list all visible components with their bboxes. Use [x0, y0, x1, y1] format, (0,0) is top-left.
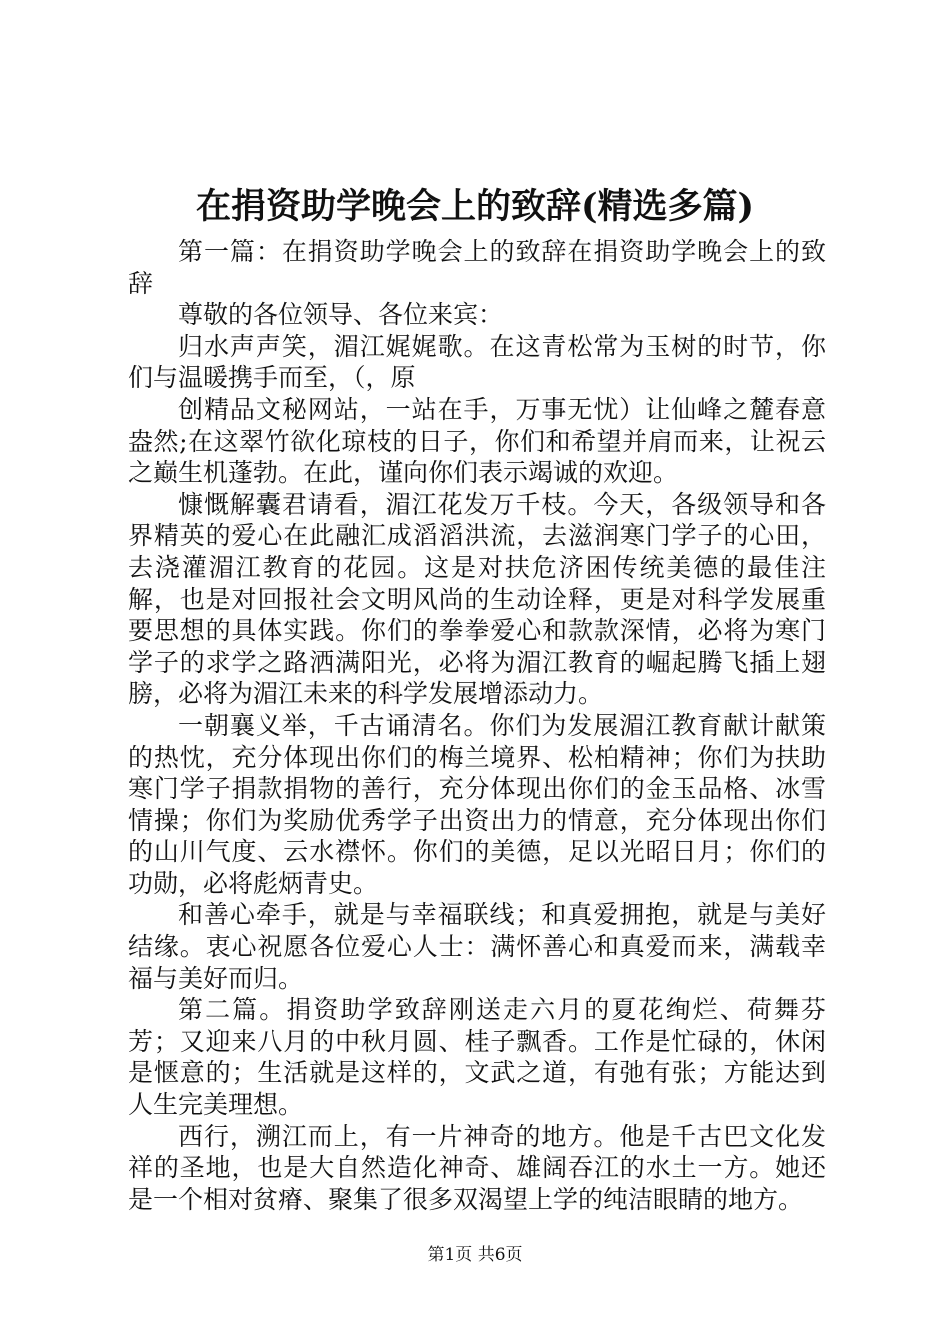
page-footer: 第1页 共6页: [427, 1245, 523, 1265]
document-title: 在捐资助学晚会上的致辞(精选多篇): [195, 186, 755, 227]
paragraph: 第二篇。捐资助学致辞刚送走六月的夏花绚烂、荷舞芬芳；又迎来八月的中秋月圆、桂子飘香。工作是忙碌的，休闲是惬意的；生活就是这样的，文武之道，有弛有张；方能达到人生完美理想。: [128, 995, 826, 1120]
paragraph: 西行，溯江而上，有一片神奇的地方。他是千古巴文化发祥的圣地，也是大自然造化神奇、雄阔吞江的水土一方。她还是一个相对贫瘠、聚集了很多双渴望上学的纯洁眼睛的地方。: [128, 1121, 826, 1214]
paragraph: 第一篇：在捐资助学晚会上的致辞在捐资助学晚会上的致辞: [128, 237, 826, 298]
paragraph: 一朝襄义举，千古诵清名。你们为发展湄江教育献计献策的热忱，充分体现出你们的梅兰境界、松柏精神；你们为扶助寒门学子捐款捐物的善行，充分体现出你们的金玉品格、冰雪情操；你们为奖励优秀学子出资出力的情意，充分体现出你们的山川气度、云水襟怀。你们的美德，足以光昭日月；你们的功勋，必将彪炳青史。: [128, 710, 826, 898]
paragraph: 归水声声笑，湄江娓娓歌。在这青松常为玉树的时节，你们与温暖携手而至，（，原: [128, 331, 826, 393]
document-body: [128, 236, 826, 1215]
paragraph: 尊敬的各位领导、各位来宾：: [178, 300, 504, 330]
paragraph: 慷慨解囊君请看，湄江花发万千枝。今天，各级领导和各界精英的爱心在此融汇成滔滔洪流，去滋润寒门学子的心田，去浇灌湄江教育的花园。这是对扶危济困传统美德的最佳注解，也是对回报社会文明风尚的生动诠释，更是对科学发展重要思想的具体实践。你们的拳拳爱心和款款深情，必将为寒门学子的求学之路洒满阳光，必将为湄江教育的崛起腾飞插上翅膀，必将为湄江未来的科学发展增添动力。: [128, 489, 826, 709]
paragraph: 和善心牵手，就是与幸福联线；和真爱拥抱，就是与美好结缘。衷心祝愿各位爱心人士：满怀善心和真爱而来，满载幸福与美好而归。: [128, 900, 826, 993]
paragraph: 创精品文秘网站，一站在手，万事无忧）让仙峰之麓春意盎然;在这翠竹欲化琼枝的日子，你们和希望并肩而来，让祝云之巅生机蓬勃。在此，谨向你们表示竭诚的欢迎。: [128, 394, 826, 488]
